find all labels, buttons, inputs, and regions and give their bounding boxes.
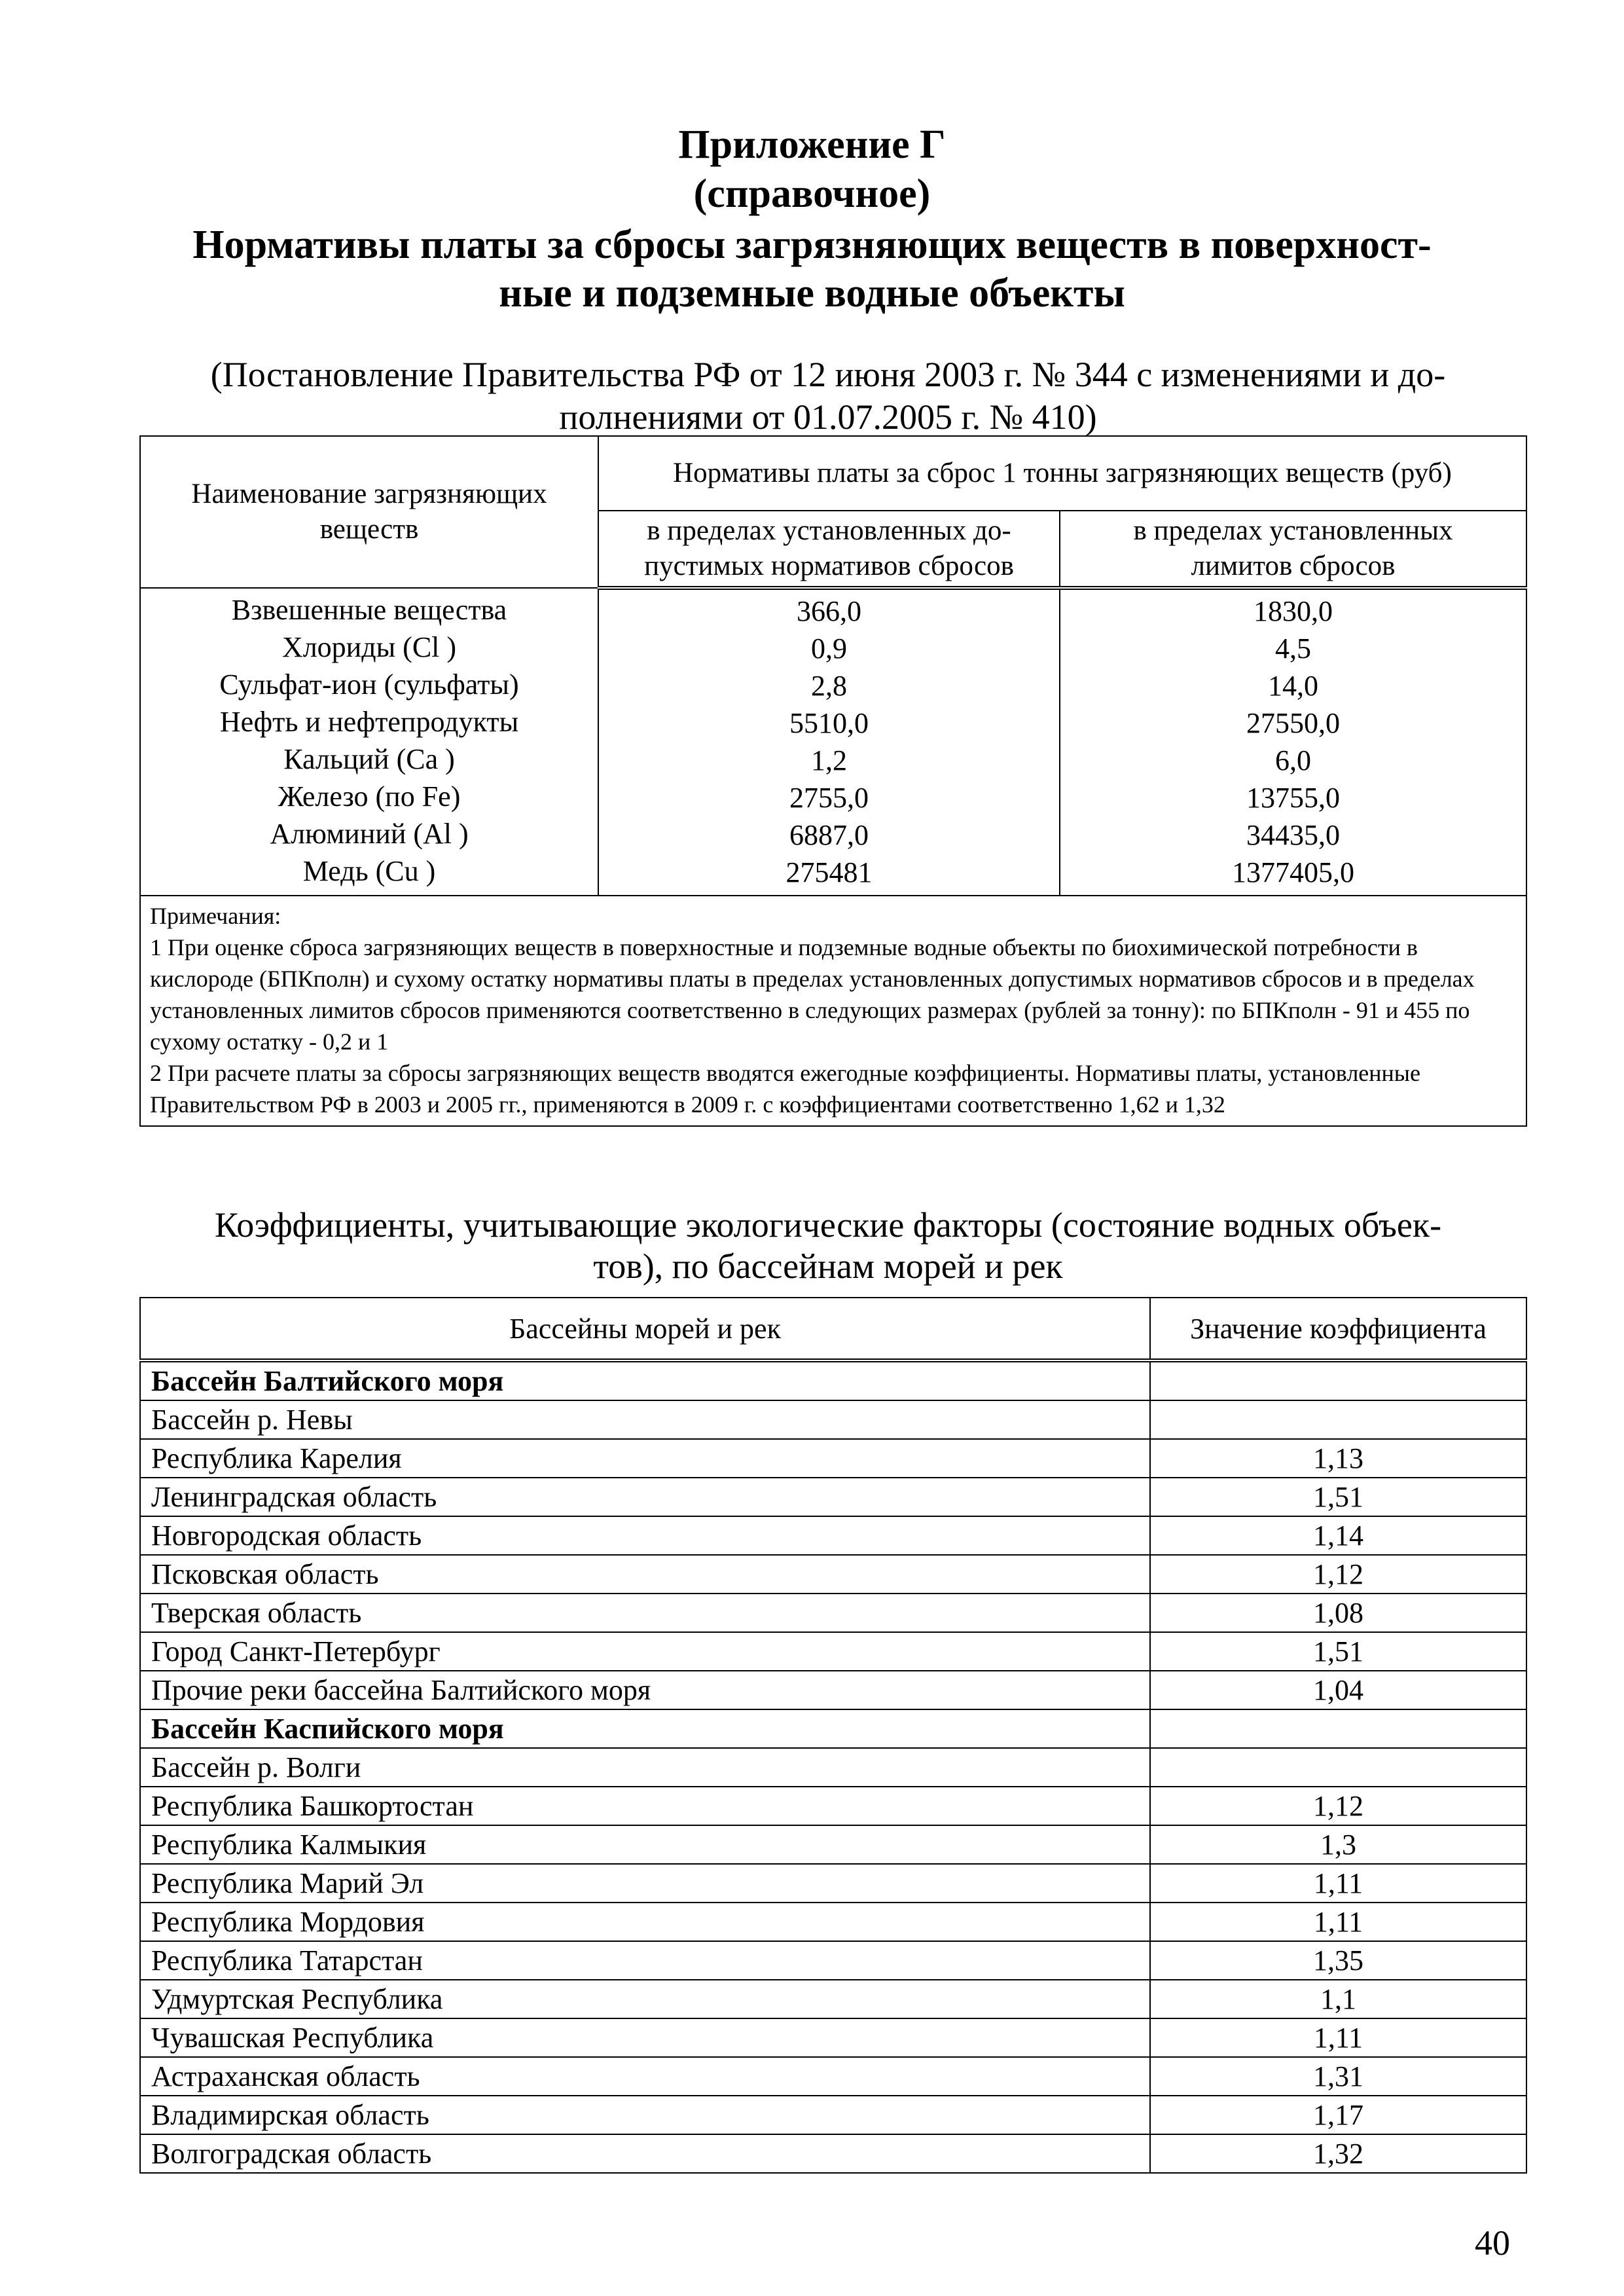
limit-value: 1377405,0: [1232, 856, 1354, 888]
decree-reference-line1: (Постановление Правительства РФ от 12 июня 2003 г. № 344 с изменениями и до-: [210, 355, 1446, 394]
basin-column-header: Бассейны морей и рек: [140, 1298, 1150, 1360]
limit-value: 34435,0: [1246, 819, 1340, 851]
basin-name: Владимирская область: [140, 2096, 1150, 2134]
basin-name: Чувашская Республика: [140, 2018, 1150, 2057]
document-title-line2: ные и подземные водные объекты: [499, 271, 1125, 316]
limit-value: 13755,0: [1246, 782, 1340, 814]
limit-value: 27550,0: [1246, 707, 1340, 739]
pollutant-name: Сульфат-ион (сульфаты): [219, 668, 519, 701]
coefficient-value: 1,12: [1150, 1787, 1526, 1825]
within-limits-header: в пределах установленных лимитов сбросов: [1060, 511, 1526, 588]
pollutant-name: Кальций (Ca ): [283, 743, 455, 775]
norm-value: 0,9: [811, 632, 847, 665]
norm-value: 2755,0: [789, 782, 869, 814]
coefficient-value: 1,12: [1150, 1555, 1526, 1594]
pollutant-name: Нефть и нефтепродукты: [219, 706, 519, 738]
norm-value: 6887,0: [789, 819, 869, 851]
basin-name: Ленинградская область: [140, 1478, 1150, 1516]
basin-group-row: [140, 1709, 1526, 1748]
basin-name: Бассейн р. Невы: [140, 1400, 1150, 1439]
pollutant-name: Медь (Cu ): [302, 855, 436, 887]
coefficient-value: [1150, 1400, 1526, 1439]
basin-row: [140, 1439, 1526, 1478]
coefficient-value: 1,1: [1150, 1980, 1526, 2018]
norm-value: 366,0: [797, 595, 861, 627]
basin-row: [140, 2018, 1526, 2057]
page-number: 40: [1475, 2223, 1510, 2263]
coefficient-value: 1,13: [1150, 1439, 1526, 1478]
basin-row: [140, 1941, 1526, 1980]
basin-name: Республика Татарстан: [140, 1941, 1150, 1980]
pollutant-name: Железо (по Fe): [278, 780, 461, 812]
basin-row: [140, 2057, 1526, 2096]
note-1: 1 При оценке сброса загрязняющих веществ в поверхностные и подземные водные объекты по биохимической потребности в кислороде (БПКполн) и сухому остатку нормативы платы в пределах установленных допустимых нормативов сбросов и в пределах установленных лимитов сбросов применяются соответственно в следующих размерах (рублей за тонну): по БПКполн - 91 и 455 по сухому остатку - 0,2 и 1: [150, 934, 1475, 1055]
basin-row: [140, 1980, 1526, 2018]
basin-row: [140, 1400, 1526, 1439]
basin-name: Удмуртская Республика: [140, 1980, 1150, 2018]
coefficient-value: 1,11: [1150, 1903, 1526, 1941]
coefficient-value: 1,51: [1150, 1478, 1526, 1516]
decree-reference-line2: полнениями от 01.07.2005 г. № 410): [559, 397, 1097, 437]
basin-name: Псковская область: [140, 1555, 1150, 1594]
basin-row: [140, 1903, 1526, 1941]
basin-name: Республика Мордовия: [140, 1903, 1150, 1941]
basin-name: Бассейн Балтийского моря: [140, 1360, 1150, 1400]
coefficient-value: 1,51: [1150, 1632, 1526, 1671]
basin-row: [140, 2134, 1526, 2173]
pollutant-name: Хлориды (Cl ): [281, 631, 457, 663]
basin-row: [140, 1671, 1526, 1709]
coefficient-value: 1,31: [1150, 2057, 1526, 2096]
basin-row: [140, 1825, 1526, 1864]
basin-row: [140, 1864, 1526, 1903]
basin-row: [140, 2096, 1526, 2134]
basin-name: Тверская область: [140, 1594, 1150, 1632]
basin-row: [140, 1555, 1526, 1594]
basin-row: [140, 1478, 1526, 1516]
basin-name: Республика Карелия: [140, 1439, 1150, 1478]
basin-group-row: [140, 1360, 1526, 1400]
coefficients-title-line1: Коэффициенты, учитывающие экологические факторы (состояние водных объек-: [214, 1205, 1442, 1245]
basin-row: [140, 1748, 1526, 1787]
coefficient-value: 1,32: [1150, 2134, 1526, 2173]
basin-name: Новгородская область: [140, 1516, 1150, 1555]
coefficient-value: 1,17: [1150, 2096, 1526, 2134]
coefficient-value: 1,11: [1150, 2018, 1526, 2057]
coefficient-value: 1,11: [1150, 1864, 1526, 1903]
payment-norms-table: [139, 435, 1527, 1127]
norm-value: 275481: [785, 856, 873, 888]
coefficient-value: 1,14: [1150, 1516, 1526, 1555]
basin-row: [140, 1632, 1526, 1671]
notes-cell: [140, 896, 1526, 1126]
basin-coefficients-table: [139, 1297, 1527, 2174]
within-limits-values-cell: [1060, 588, 1526, 896]
basin-row: [140, 1516, 1526, 1555]
pollutant-name: Взвешенные вещества: [231, 594, 507, 626]
coefficient-value: 1,3: [1150, 1825, 1526, 1864]
norm-value: 2,8: [811, 670, 847, 702]
basin-name: Астраханская область: [140, 2057, 1150, 2096]
limit-value: 6,0: [1275, 744, 1311, 776]
norm-value: 1,2: [811, 744, 847, 776]
coefficient-value: [1150, 1748, 1526, 1787]
pollutant-name: Алюминий (Al ): [270, 818, 469, 850]
within-norms-values-cell: [598, 588, 1060, 896]
pollutant-names-cell: [140, 588, 598, 896]
document-title-line1: Нормативы платы за сбросы загрязняющих веществ в поверхност-: [192, 223, 1432, 267]
coefficient-value: 1,08: [1150, 1594, 1526, 1632]
basin-name: Город Санкт-Петербург: [140, 1632, 1150, 1671]
limit-value: 4,5: [1275, 632, 1311, 665]
norm-value: 5510,0: [789, 707, 869, 739]
basin-name: Бассейн р. Волги: [140, 1748, 1150, 1787]
limit-value: 1830,0: [1254, 595, 1333, 627]
within-norms-header: в пределах установленных до-пустимых нормативов сбросов: [598, 511, 1060, 588]
coefficient-value: [1150, 1360, 1526, 1400]
basin-name: Республика Марий Эл: [140, 1864, 1150, 1903]
payment-norm-group-header: Нормативы платы за сброс 1 тонны загрязняющих веществ (руб): [598, 436, 1526, 511]
basin-name: Республика Башкортостан: [140, 1787, 1150, 1825]
notes-heading: Примечания:: [150, 903, 281, 929]
coefficient-value: 1,04: [1150, 1671, 1526, 1709]
pollutant-name-header: Наименование загрязняющих веществ: [140, 436, 598, 588]
basin-name: Республика Калмыкия: [140, 1825, 1150, 1864]
coefficients-title-line2: тов), по бассейнам морей и рек: [593, 1247, 1063, 1286]
note-2: 2 При расчете платы за сбросы загрязняющих веществ вводятся ежегодные коэффициенты. Нормативы платы, установленные Правительством РФ в 2003 и 2005 гг., применяются в 2009 г. с коэффициентами соответственно 1,62 и 1,32: [150, 1060, 1420, 1118]
basin-name: Прочие реки бассейна Балтийского моря: [140, 1671, 1150, 1709]
basin-name: Волгоградская область: [140, 2134, 1150, 2173]
limit-value: 14,0: [1268, 670, 1318, 702]
basin-row: [140, 1787, 1526, 1825]
coefficient-value: 1,35: [1150, 1941, 1526, 1980]
basin-name: Бассейн Каспийского моря: [140, 1709, 1150, 1748]
coefficient-value: [1150, 1709, 1526, 1748]
appendix-label: Приложение Г: [678, 122, 946, 167]
basin-row: [140, 1594, 1526, 1632]
appendix-type: (справочное): [693, 172, 931, 216]
coefficient-column-header: Значение коэффициента: [1150, 1298, 1526, 1360]
